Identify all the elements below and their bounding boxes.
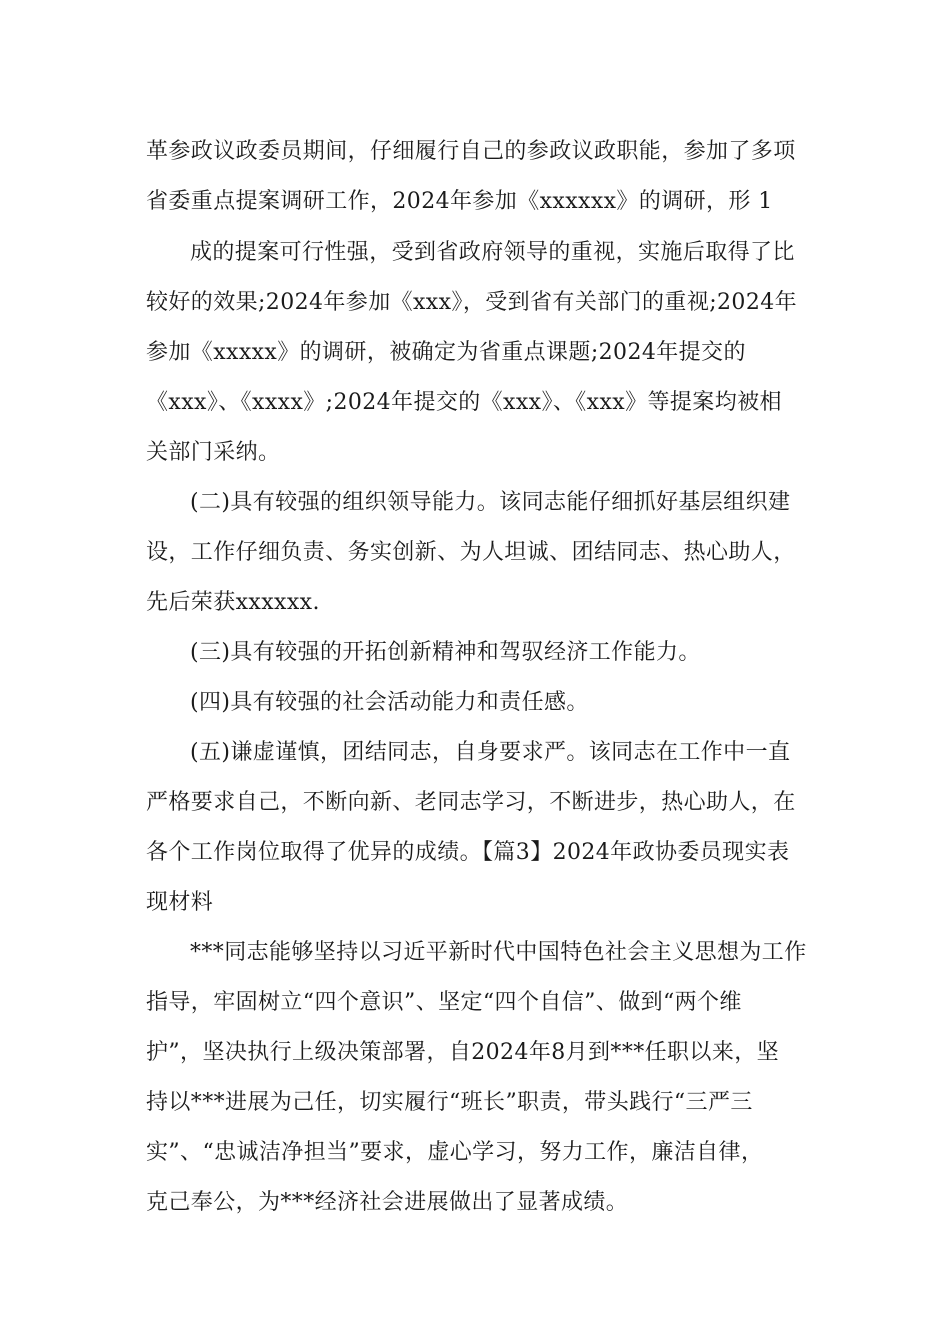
text-line-11: (三)具有较强的开拓创新精神和驾驭经济工作能力。 [190, 640, 701, 665]
text-line-4: 较好的效果;2024年参加《xxx》，受到省有关部门的重视;2024年 [146, 290, 798, 315]
text-line-5: 参加《xxxxx》的调研，被确定为省重点课题;2024年提交的 [146, 340, 746, 365]
text-line-18: 指导，牢固树立“四个意识”、坚定“四个自信”、做到“两个维 [146, 990, 742, 1015]
text-line-2: 省委重点提案调研工作，2024年参加《xxxxxx》的调研，形 1 [146, 189, 773, 214]
text-line-19: 护”，坚决执行上级决策部署，自2024年8月到***任职以来，坚 [146, 1040, 780, 1065]
text-line-6: 《xxx》、《xxxx》;2024年提交的《xxx》、《xxx》等提案均被相 [146, 390, 782, 415]
text-line-13: (五)谦虚谨慎，团结同志，自身要求严。该同志在工作中一直 [190, 740, 791, 765]
text-line-14: 严格要求自己，不断向新、老同志学习，不断进步，热心助人，在 [146, 790, 796, 815]
text-line-21: 实”、“忠诚洁净担当”要求，虚心学习，努力工作，廉洁自律， [146, 1140, 764, 1165]
text-line-17: ***同志能够坚持以习近平新时代中国特色社会主义思想为工作 [190, 940, 807, 965]
text-line-7: 关部门采纳。 [146, 440, 281, 465]
text-line-1: 革参政议政委员期间，仔细履行自己的参政议政职能，参加了多项 [146, 139, 796, 164]
text-line-22: 克己奉公，为***经济社会进展做出了显著成绩。 [146, 1190, 629, 1215]
text-line-15: 各个工作岗位取得了优异的成绩。【篇3】2024年政协委员现实表 [146, 840, 790, 865]
text-line-10: 先后荣获xxxxxx. [146, 590, 320, 615]
text-line-9: 设，工作仔细负责、务实创新、为人坦诚、团结同志、热心助人， [146, 540, 796, 565]
text-line-16: 现材料 [146, 890, 214, 915]
text-line-8: (二)具有较强的组织领导能力。该同志能仔细抓好基层组织建 [190, 490, 791, 515]
text-line-3: 成的提案可行性强，受到省政府领导的重视，实施后取得了比 [190, 240, 795, 265]
text-line-20: 持以***进展为己任，切实履行“班长”职责，带头践行“三严三 [146, 1090, 753, 1115]
text-line-12: (四)具有较强的社会活动能力和责任感。 [190, 690, 589, 715]
